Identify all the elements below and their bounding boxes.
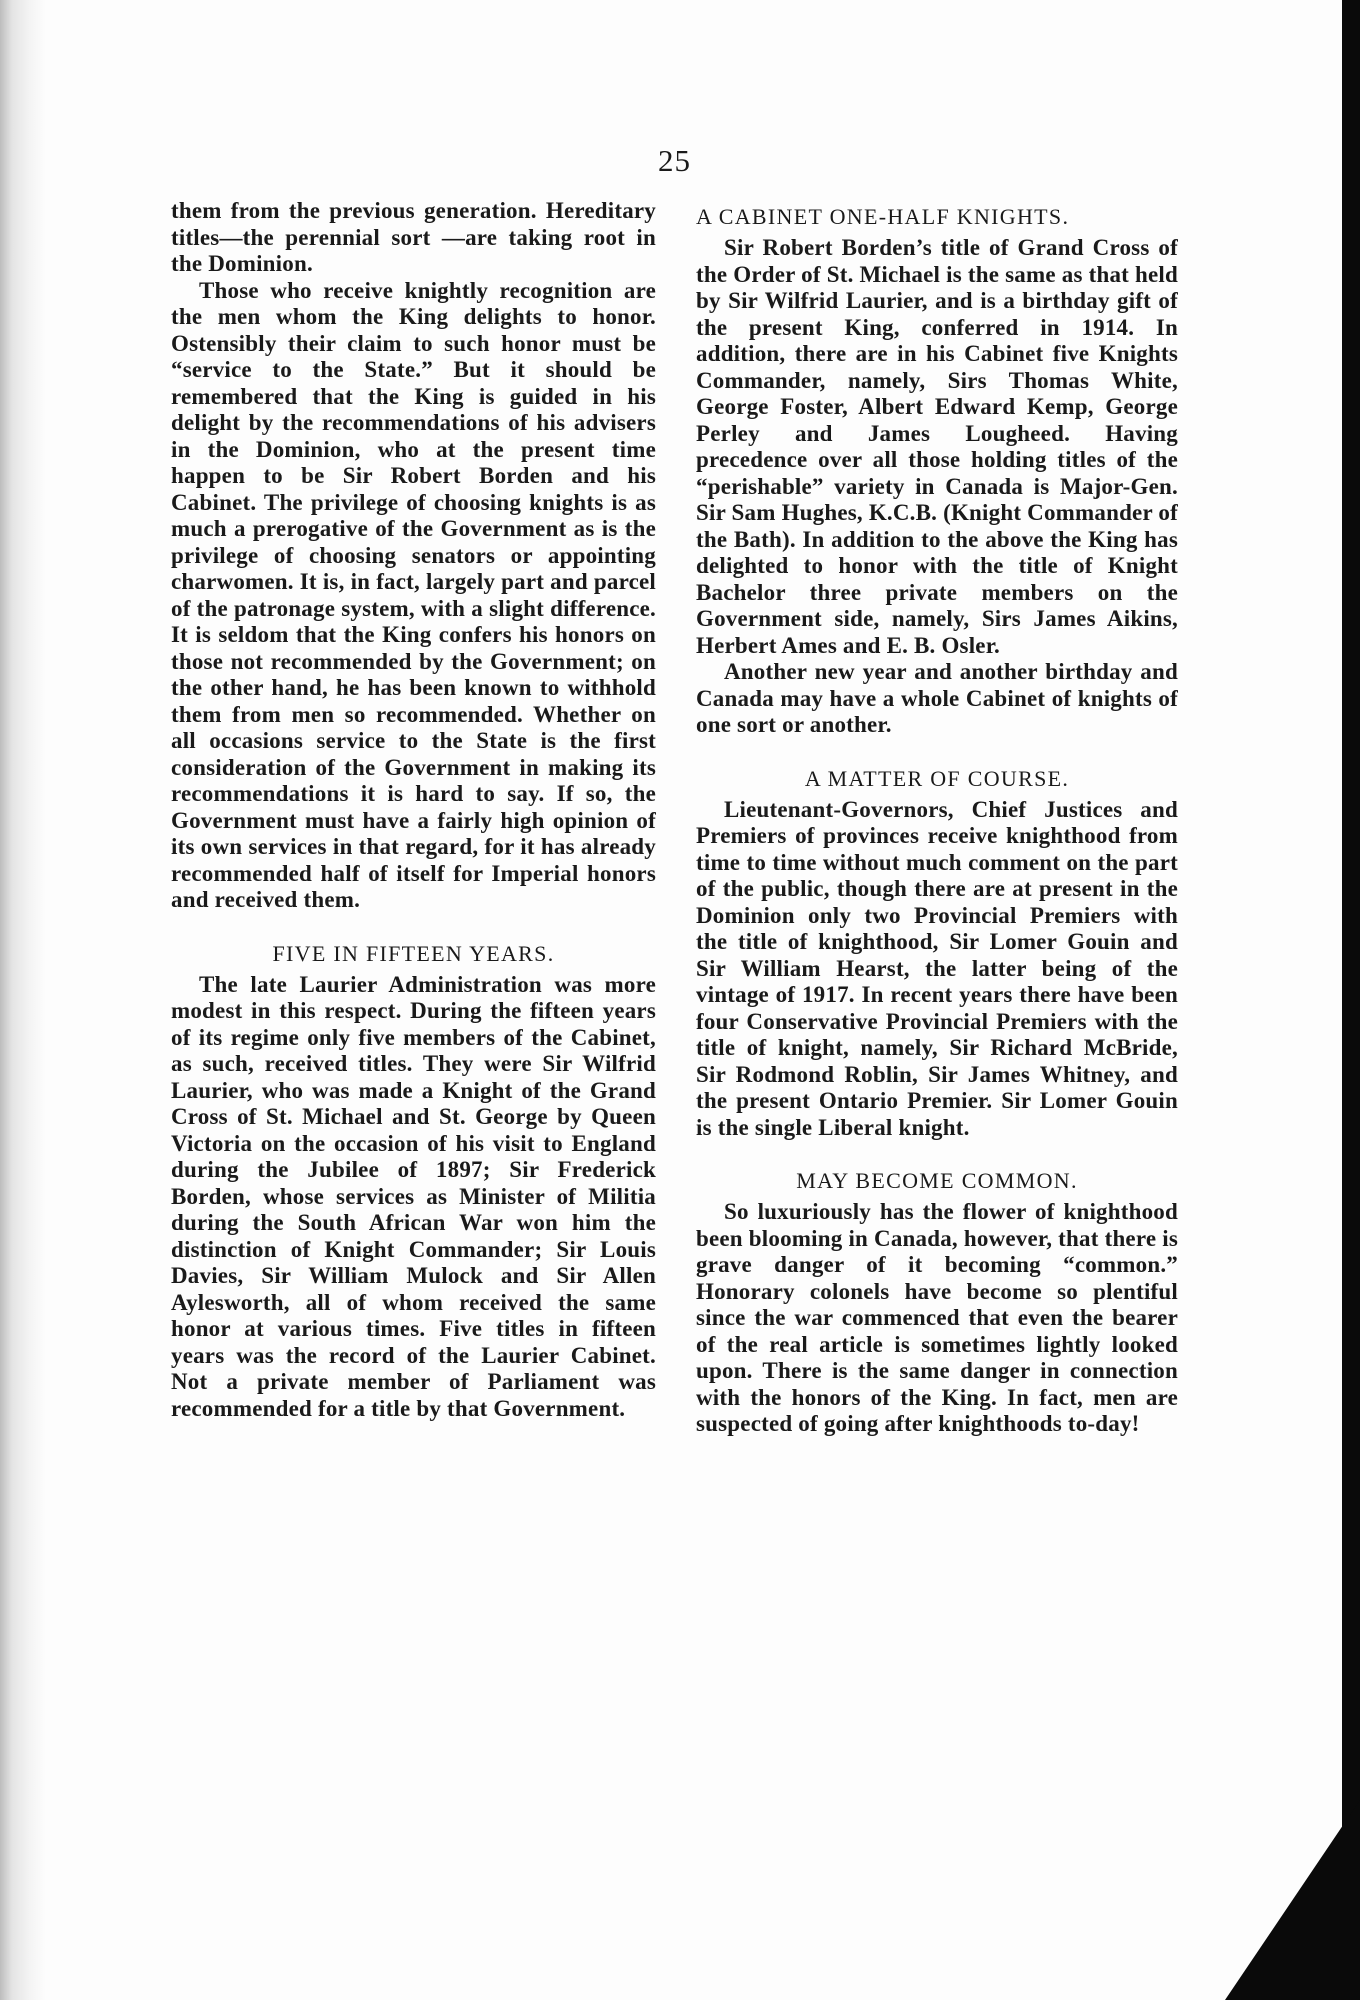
section-heading: A MATTER OF COURSE.: [804, 765, 1070, 791]
paragraph: them from the previous generation. Hereditary titles—the perennial sort —are taking root in the Dominion.: [171, 198, 656, 276]
paragraph: The late Laurier Administration was more modest in this respect. During the fifteen years of its regime only five members of the Cabinet, as such, received titles. They were Sir Wilfrid Laurier, who was made a Knight of the Grand Cross of St. Michael and St. George by Queen Victoria on the occasion of his visit to England during the Jubilee of 1897; Sir Frederick Borden, whose services as Minister of Militia during the South African War won him the distinction of Knight Commander; Sir Louis Davies, Sir William Mulock and Sir Allen Aylesworth, all of whom received the same honor at various times. Five titles in fifteen years was the record of the Laurier Cabinet. Not a private member of Parliament was recommended for a title by that Government.: [171, 971, 656, 1421]
section-heading: MAY BECOME COMMON.: [796, 1168, 1078, 1193]
page-corner-fold: [1225, 1800, 1360, 2000]
paragraph: So luxuriously has the flower of knighthood been blooming in Canada, however, that there is grave danger of it becoming “common.” Honorary colonels have become so plentiful since the war commenced that even the bearer of the real article is sometimes lightly looked upon. There is the same danger in connection with the honors of the King. In fact, men are suspected of going after knighthoods to-day!: [696, 1199, 1178, 1436]
paragraph: Another new year and another birthday and Canada may have a whole Cabinet of knights of one sort or another.: [696, 659, 1178, 737]
paragraph: Sir Robert Borden’s title of Grand Cross of the Order of St. Michael is the same as that held by Sir Wilfrid Laurier, and is a birthday gift of the present King, conferred in 1914. In addition, there are in his Cabinet five Knights Commander, namely, Sirs Thomas White, George Foster, Albert Edward Kemp, George Perley and James Lougheed. Having precedence over all those holding titles of the “perishable” variety in Canada is Major-Gen. Sir Sam Hughes, K.C.B. (Knight Commander of the Bath). In addition to the above the King has delighted to honor with the title of Knight Bachelor three private members on the Government side, namely, Sirs James Aikins, Herbert Ames and E. B. Osler.: [696, 235, 1178, 658]
paragraph: Lieutenant-Governors, Chief Justices and Premiers of provinces receive knighthood from time to time without much comment on the part of the public, though there are at present in the Dominion only two Provincial Premiers with the title of knighthood, Sir Lomer Gouin and Sir William Hearst, the latter being of the vintage of 1917. In recent years there have been four Conservative Provincial Premiers with the title of knight, namely, Sir Richard McBride, Sir Rodmond Roblin, Sir James Whitney, and the present Ontario Premier. Sir Lomer Gouin is the single Liberal knight.: [696, 796, 1178, 1140]
paragraph: Those who receive knightly recognition are the men whom the King delights to honor. Ostensibly their claim to such honor must be “service to the State.” But it should be remembered that the King is guided in his delight by the recommendations of his advisers in the Dominion, who at the present time happen to be Sir Robert Borden and his Cabinet. The privilege of choosing knights is as much a prerogative of the Government as is the privilege of choosing senators or appointing charwomen. It is, in fact, largely part and parcel of the patronage system, with a slight difference. It is seldom that the King confers his honors on those not recommended by the Government; on the other hand, he has been known to withhold them from men so recommended. Whether on all occasions service to the State is the first consideration of the Government in making its recommendations it is hard to say. If so, the Government must have a fairly high opinion of its own services in that regard, for it has already recommended half of itself for Imperial honors and received them.: [171, 277, 656, 912]
page-number: 25: [658, 143, 691, 178]
section-heading: A CABINET ONE-HALF KNIGHTS.: [696, 204, 1070, 229]
right-column: [696, 203, 1178, 1438]
left-column: [171, 198, 656, 1422]
section-heading: FIVE IN FIFTEEN YEARS.: [272, 940, 555, 966]
scan-border: [1342, 0, 1360, 2000]
page-binding-shadow: [0, 0, 46, 2000]
